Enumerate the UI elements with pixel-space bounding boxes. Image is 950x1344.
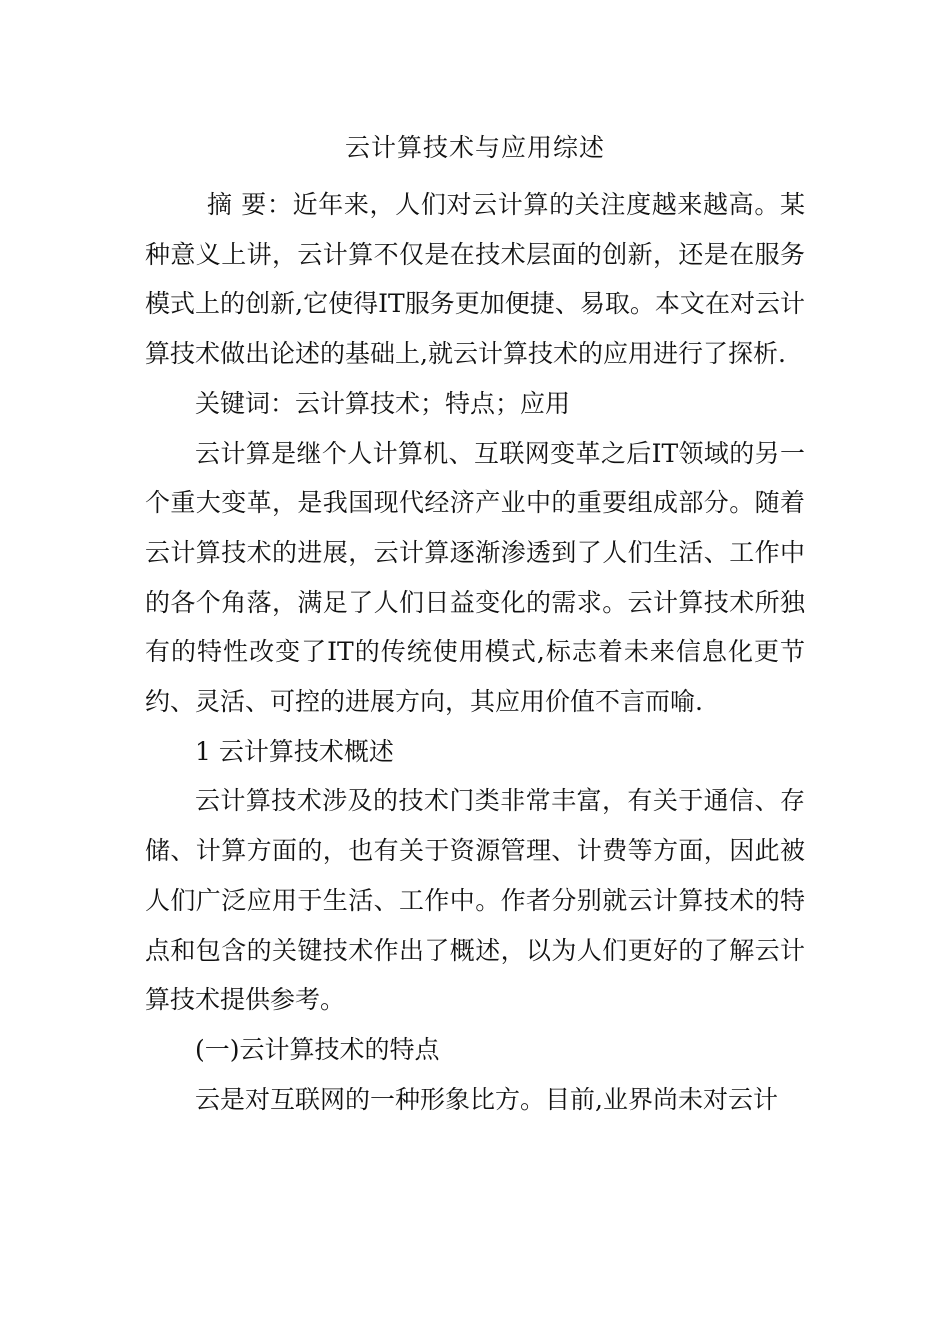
section-heading-overview: 1 云计算技术概述 (195, 736, 394, 766)
keywords-paragraph: 关键词：云计算技术；特点；应用 (195, 388, 571, 418)
subsection-heading-features: (一)云计算技术的特点 (195, 1034, 440, 1064)
abstract-paragraph: 摘 要：近年来，人们对云计算的关注度越来越高。某种意义上讲，云计算不仅是在技术层面的创新，还是在服务模式上的创新,它使得IT服务更加便捷、易取。本文在对云计算技术做出论述的基础上,就云计算技术的应用进行了探析. (145, 190, 805, 369)
document-title: 云计算技术与应用综述 (344, 133, 605, 162)
intro-paragraph: 云计算是继个人计算机、互联网变革之后IT领域的另一个重大变革，是我国现代经济产业中的重要组成部分。随着云计算技术的进展，云计算逐渐渗透到了人们生活、工作中的各个角落，满足了人们日益变化的需求。云计算技术所独有的特性改变了IT的传统使用模式,标志着未来信息化更节约、灵活、可控的进展方向，其应用价值不言而喻. (145, 438, 805, 717)
overview-paragraph: 云计算技术涉及的技术门类非常丰富，有关于通信、存储、计算方面的，也有关于资源管理、计费等方面，因此被人们广泛应用于生活、工作中。作者分别就云计算技术的特点和包含的关键技术作出了概述，以为人们更好的了解云计算技术提供参考。 (145, 786, 805, 1015)
features-paragraph: 云是对互联网的一种形象比方。目前,业界尚未对云计 (195, 1084, 778, 1114)
document-body (145, 180, 805, 1124)
